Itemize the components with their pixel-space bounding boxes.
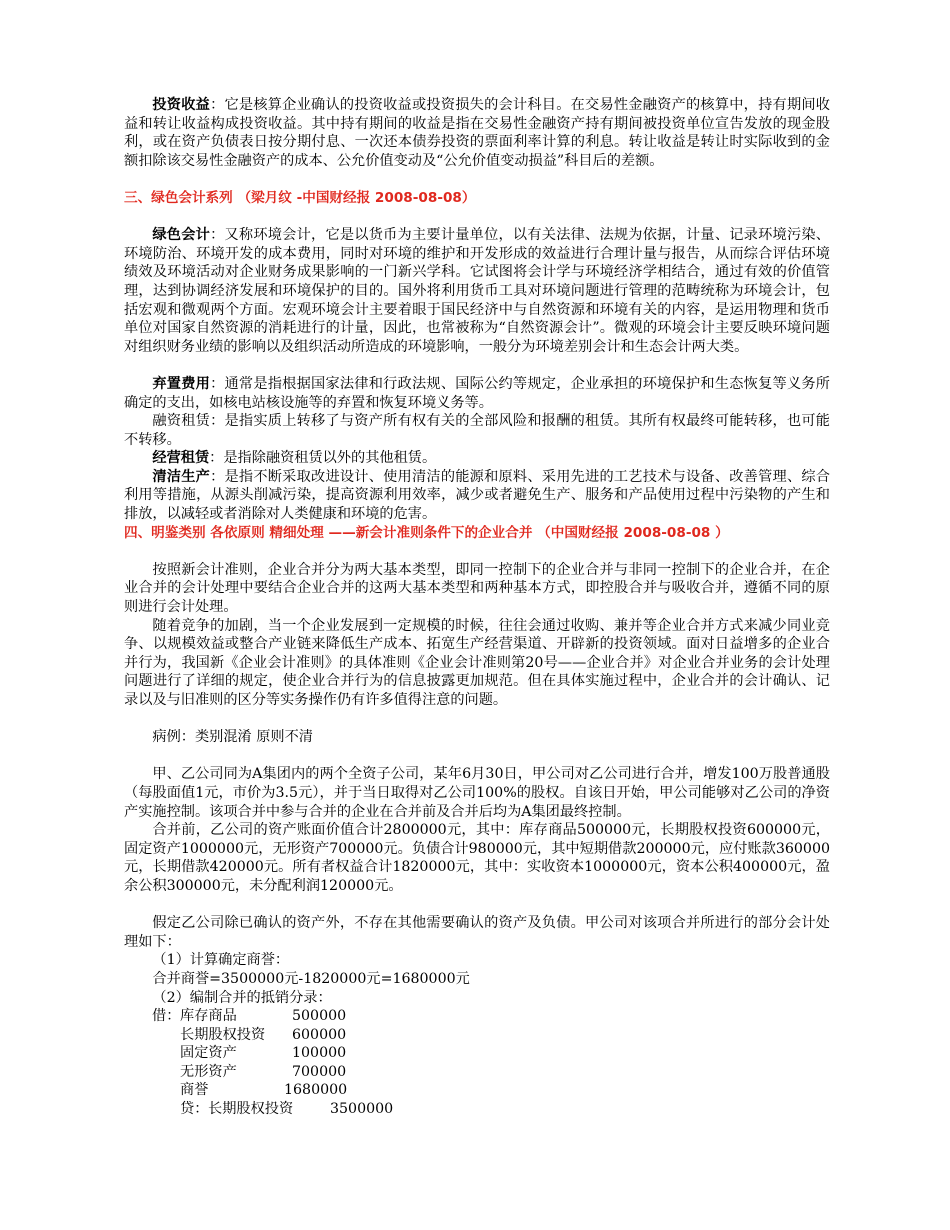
paragraph-operating-lease xyxy=(124,449,830,468)
debit-account: 无形资产 xyxy=(180,1063,237,1080)
term-green-accounting: 绿色会计 xyxy=(152,227,211,244)
debit-line xyxy=(152,1044,830,1063)
paragraph-merger-types: 按照新会计准则，企业合并分为两大基本类型，即同一控制下的企业合并与非同一控制下的企业合并，在企业合并的会计处理中要结合企业合并的这两大基本类型和两种基本方式，即控股合并与吸收合并，遵循不同的原则进行会计处理。 xyxy=(124,561,830,616)
document-page xyxy=(124,96,830,1119)
definition-clean-production: ：是指不断采取改进设计、使用清洁的能源和原料、采用先进的工艺技术与设备、改善管理、综合利用等措施，从源头削减污染，提高资源利用效率，减少或者避免生产、服务和产品使用过程中污染物的产生和排放，以减轻或者消除对人类健康和环境的危害。 xyxy=(124,468,830,523)
paragraph-merger-background: 随着竞争的加剧，当一个企业发展到一定规模的时候，往往会通过收购、兼并等企业合并方式来减少同业竞争、以规模效益或整合产业链来降低生产成本、拓宽生产经营渠道、开辟新的投资领域。面对日益增多的企业合并行为，我国新《企业会计准则》的具体准则《企业会计准则第20号——企业合并》对企业合并业务的会计处理问题进行了详细的规定，使企业合并行为的信息披露更加规范。但在具体实施过程中，企业合并的会计确认、记录以及与旧准则的区分等实务操作仍有许多值得注意的问题。 xyxy=(124,617,830,708)
section-heading-3: 三、绿色会计系列 （梁月纹 -中国财经报 2008-08-08） xyxy=(124,189,476,206)
step-1-title: （1）计算确定商誉： xyxy=(152,952,290,969)
term-clean-production: 清洁生产 xyxy=(152,468,211,485)
credit-amount: 3500000 xyxy=(330,1101,394,1118)
term-disposal-cost: 弃置费用 xyxy=(152,375,211,392)
journal-entry xyxy=(124,1007,830,1119)
case-title: 病例：类别混淆 原则不清 xyxy=(152,729,313,746)
definition-green-accounting: ：又称环境会计，它是以货币为主要计量单位，以有关法律、法规为依据，计量、记录环境污染、环境防治、环境开发的成本费用，同时对环境的维护和开发形成的效益进行合理计量与报告，从而综合评估环境绩效及环境活动对企业财务成果影响的一门新兴学科。它试图将会计学与环境经济学相结合，通过有效的价值管理，达到协调经济发展和环境保护的目的。国外将利用货币工具对环境问题进行管理的范畴统称为环境会计，包括宏观和微观两个方面。宏观环境会计主要着眼于国民经济中与自然资源和环境有关的内容，是运用物理和货币单位对国家自然资源的消耗进行的计量，因此，也常被称为“自然资源会计”。微观的环境会计主要反映环境问题对组织财务业绩的影响以及组织活动所造成的环境影响，一般分为环境差别会计和生态会计两大类。 xyxy=(124,227,830,355)
debit-amount: 700000 xyxy=(292,1063,347,1080)
credit-prefix: 贷： xyxy=(180,1101,209,1118)
debit-line xyxy=(152,1081,830,1100)
debit-line xyxy=(152,1026,830,1045)
paragraph-green-accounting xyxy=(124,226,830,356)
definition-disposal-cost: ：通常是指根据国家法律和行政法规、国际公约等规定，企业承担的环境保护和生态恢复等义务所确定的支出，如核电站核设施等的弃置和恢复环境义务等。 xyxy=(124,375,830,411)
step-2-title: （2）编制合并的抵销分录： xyxy=(152,989,332,1006)
paragraph-finance-lease: 融资租赁：是指实质上转移了与资产所有权有关的全部风险和报酬的租赁。其所有权最终可能转移，也可能不转移。 xyxy=(124,413,830,448)
debit-amount: 1680000 xyxy=(284,1082,348,1099)
paragraph-disposal-cost xyxy=(124,375,830,412)
debit-amount: 600000 xyxy=(292,1026,347,1043)
paragraph-case-description: 甲、乙公司同为A集团内的两个全资子公司，某年6月30日，甲公司对乙公司进行合并，增发100万股普通股（每股面值1元，市价为3.5元），并于当日取得对乙公司100%的股权。自该日开始，甲公司能够对乙公司的净资产实施控制。该项合并中参与合并的企业在合并前及合并后均为A集团最终控制。 xyxy=(124,766,830,820)
paragraph-investment-income xyxy=(124,96,830,170)
debit-account: 长期股权投资 xyxy=(180,1026,266,1043)
section-heading-4: 四、明鉴类别 各依原则 精细处理 ——新会计准则条件下的企业合并 （中国财经报 2008-08-08 ） xyxy=(124,524,729,541)
credit-line xyxy=(152,1100,830,1119)
credit-account: 长期股权投资 xyxy=(208,1101,294,1118)
term-operating-lease: 经营租赁 xyxy=(152,450,210,467)
step-1-formula: 合并商誉=3500000元-1820000元=1680000元 xyxy=(152,970,470,987)
definition-operating-lease: ：是指除融资租赁以外的其他租赁。 xyxy=(209,450,437,467)
debit-line xyxy=(152,1007,830,1026)
debit-account: 库存商品 xyxy=(180,1008,237,1025)
paragraph-pre-merger-values: 合并前，乙公司的资产账面价值合计2800000元，其中：库存商品500000元，长期股权投资600000元，固定资产1000000元，无形资产700000元。负债合计980000元，其中短期借款200000元，应付账款360000元，长期借款420000元。所有者权益合计1820000元，其中：实收资本1000000元，资本公积400000元，盈余公积300000元，未分配利润120000元。 xyxy=(124,822,830,894)
paragraph-clean-production xyxy=(124,468,830,524)
debit-account: 商誉 xyxy=(180,1082,209,1099)
debit-line xyxy=(152,1063,830,1082)
debit-account: 固定资产 xyxy=(180,1045,237,1062)
debit-amount: 500000 xyxy=(292,1008,347,1025)
debit-prefix: 借： xyxy=(152,1008,181,1025)
term-investment-income: 投资收益 xyxy=(152,97,211,113)
definition-investment-income: ：它是核算企业确认的投资收益或投资损失的会计科目。在交易性金融资产的核算中，持有期间收益和转让收益构成投资收益。其中持有期间的收益是指在交易性金融资产持有期间被投资单位宣告发放的现金股利，或在资产负债表日按分期付息、一次还本债券投资的票面利率计算的利息。转让收益是转让时实际收到的金额扣除该交易性金融资产的成本、公允价值变动及“公允价值变动损益”科目后的差额。 xyxy=(124,97,830,169)
paragraph-assumption: 假定乙公司除已确认的资产外，不存在其他需要确认的资产及负债。甲公司对该项合并所进行的部分会计处理如下： xyxy=(124,915,830,950)
debit-amount: 100000 xyxy=(292,1045,347,1062)
